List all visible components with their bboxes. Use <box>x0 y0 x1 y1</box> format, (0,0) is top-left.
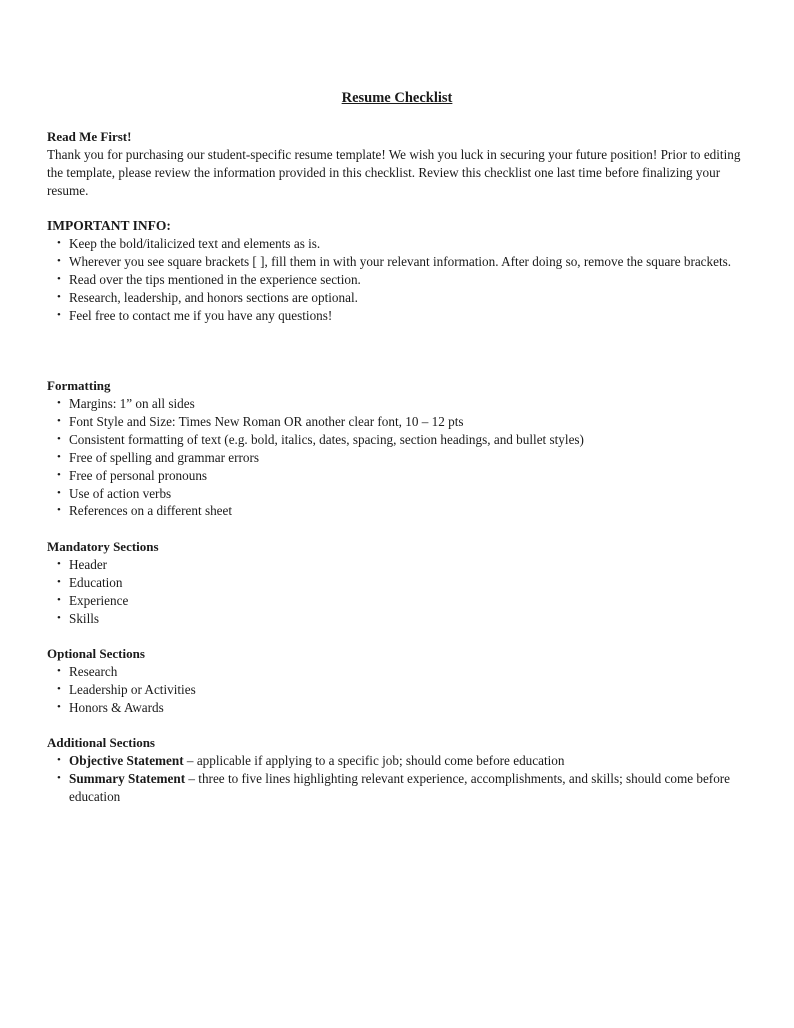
bullet-icon: • <box>57 432 61 445</box>
list-item: • Research, leadership, and honors sections are optional. <box>57 289 358 305</box>
optional-sections-list <box>47 663 747 717</box>
list-item: • Honors & Awards <box>57 699 164 715</box>
list-item: • Experience <box>57 592 129 608</box>
bullet-icon: • <box>57 771 61 784</box>
bullet-icon: • <box>57 700 61 713</box>
bullet-icon: • <box>57 486 61 499</box>
mandatory-sections-heading: Mandatory Sections <box>47 539 159 554</box>
read-me-section <box>47 128 747 200</box>
important-info-section <box>47 217 747 325</box>
mandatory-sections-list <box>47 556 747 628</box>
bullet-icon: • <box>57 414 61 427</box>
list-item: • Free of personal pronouns <box>57 467 208 483</box>
optional-sections-heading: Optional Sections <box>47 646 145 661</box>
bullet-icon: • <box>57 593 61 606</box>
bullet-icon: • <box>57 397 61 409</box>
summary-statement-term: Summary Statement <box>69 770 186 786</box>
bullet-icon: • <box>57 665 61 677</box>
list-item: • Header <box>57 557 108 572</box>
bullet-icon: • <box>57 611 61 624</box>
important-info-list <box>47 235 747 325</box>
bullet-icon: • <box>57 308 61 321</box>
bullet-icon: • <box>57 504 61 517</box>
mandatory-sections-section <box>47 538 747 628</box>
bullet-icon: • <box>57 558 61 570</box>
bullet-icon: • <box>57 450 61 463</box>
additional-sections-heading: Additional Sections <box>47 735 155 750</box>
list-item: • Skills <box>57 610 100 626</box>
list-item: • Use of action verbs <box>57 485 172 501</box>
document-title: Resume Checklist <box>341 90 453 106</box>
list-item: • Summary Statement – three to five lines highlighting relevant experience, accomplishments, and skills; should come before education <box>57 770 731 804</box>
bullet-icon: • <box>57 290 61 303</box>
list-item: • Consistent formatting of text (e.g. bold, italics, dates, spacing, section headings, and bullet styles) <box>57 431 584 447</box>
list-item: • Wherever you see square brackets [ ], fill them in with your relevant information. After doing so, remove the square brackets. <box>57 253 732 269</box>
list-item: • Margins: 1” on all sides <box>57 396 195 411</box>
list-item: • Objective Statement – applicable if applying to a specific job; should come before education <box>57 753 565 768</box>
bullet-icon: • <box>57 254 61 267</box>
list-item: • Font Style and Size: Times New Roman OR another clear font, 10 – 12 pts <box>57 413 464 429</box>
important-info-heading: IMPORTANT INFO: <box>47 218 171 233</box>
formatting-list <box>47 395 747 520</box>
optional-sections-section <box>47 645 747 717</box>
formatting-heading: Formatting <box>47 378 111 393</box>
bullet-icon: • <box>57 272 61 285</box>
bullet-icon: • <box>57 754 61 766</box>
list-item: • Feel free to contact me if you have any questions! <box>57 307 333 323</box>
list-item: • Research <box>57 664 118 679</box>
list-item: • Free of spelling and grammar errors <box>57 449 260 465</box>
list-item: • Keep the bold/italicized text and elements as is. <box>57 236 321 251</box>
list-item: • References on a different sheet <box>57 503 233 519</box>
bullet-icon: • <box>57 237 61 249</box>
additional-sections-section <box>47 734 747 806</box>
additional-sections-list <box>47 752 747 806</box>
list-item: • Education <box>57 574 123 590</box>
list-item: • Read over the tips mentioned in the experience section. <box>57 271 361 287</box>
bullet-icon: • <box>57 682 61 695</box>
bullet-icon: • <box>57 468 61 481</box>
read-me-heading: Read Me First! <box>47 129 132 144</box>
read-me-paragraph: Thank you for purchasing our student-specific resume template! We wish you luck in securing your future position! Prior to editing the template, please review the information provided in this checklist. Review this checklist one last time before finalizing your resume. <box>47 147 741 198</box>
bullet-icon: • <box>57 575 61 588</box>
formatting-section <box>47 377 747 520</box>
list-item: • Leadership or Activities <box>57 681 196 697</box>
objective-statement-term: Objective Statement <box>69 753 184 768</box>
